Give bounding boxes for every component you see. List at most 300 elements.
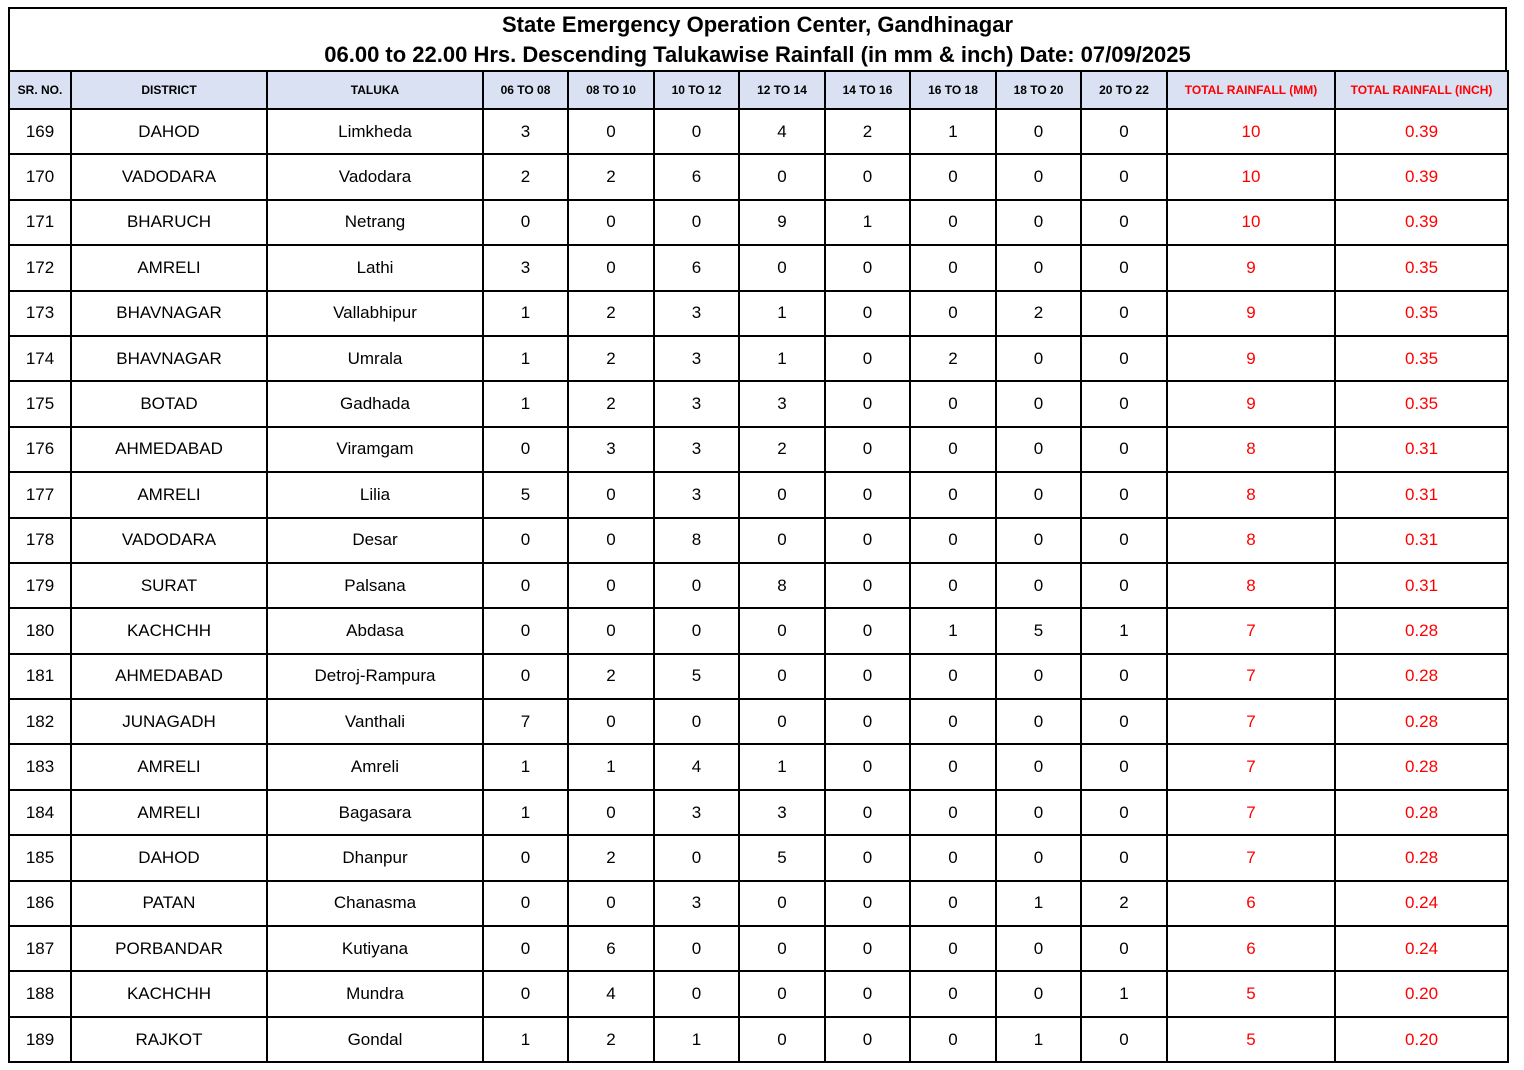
district-cell: AMRELI (71, 245, 267, 290)
slot-14-16-cell: 0 (825, 790, 910, 835)
total-inch-cell: 0.39 (1335, 109, 1508, 154)
district-cell: BHAVNAGAR (71, 291, 267, 336)
table-body (9, 109, 1508, 1062)
taluka-cell: Amreli (267, 744, 483, 789)
taluka-cell: Gondal (267, 1017, 483, 1062)
taluka-cell: Chanasma (267, 881, 483, 926)
slot-18-20-cell: 0 (996, 835, 1081, 880)
report-header (8, 7, 1507, 70)
taluka-cell: Abdasa (267, 608, 483, 653)
slot-06-08-cell: 0 (483, 608, 568, 653)
district-cell: BHAVNAGAR (71, 336, 267, 381)
slot-06-08-cell: 2 (483, 154, 568, 199)
rainfall-report (8, 7, 1507, 1063)
table-row (9, 336, 1508, 381)
slot-08-10-cell: 1 (568, 744, 654, 789)
slot-14-16-cell: 0 (825, 881, 910, 926)
slot-16-18-cell: 0 (910, 835, 996, 880)
slot-20-22-cell: 0 (1081, 518, 1167, 563)
district-cell: AMRELI (71, 790, 267, 835)
total-mm-cell: 9 (1167, 381, 1335, 426)
slot-16-18-cell: 2 (910, 336, 996, 381)
taluka-cell: Mundra (267, 971, 483, 1016)
total-inch-cell: 0.28 (1335, 790, 1508, 835)
slot-18-20-cell: 0 (996, 336, 1081, 381)
slot-12-14-cell: 5 (739, 835, 825, 880)
total-inch-cell: 0.31 (1335, 563, 1508, 608)
slot-10-12-cell: 3 (654, 427, 739, 472)
slot-12-14-cell: 3 (739, 790, 825, 835)
col-district: DISTRICT (71, 71, 267, 109)
slot-18-20-cell: 0 (996, 654, 1081, 699)
slot-16-18-cell: 1 (910, 109, 996, 154)
sr-no-cell: 170 (9, 154, 71, 199)
slot-12-14-cell: 8 (739, 563, 825, 608)
sr-no-cell: 184 (9, 790, 71, 835)
slot-12-14-cell: 0 (739, 472, 825, 517)
col-total-inch: TOTAL RAINFALL (INCH) (1335, 71, 1508, 109)
total-mm-cell: 8 (1167, 518, 1335, 563)
slot-08-10-cell: 0 (568, 109, 654, 154)
sr-no-cell: 174 (9, 336, 71, 381)
slot-16-18-cell: 0 (910, 744, 996, 789)
slot-10-12-cell: 0 (654, 608, 739, 653)
slot-20-22-cell: 0 (1081, 744, 1167, 789)
slot-06-08-cell: 0 (483, 835, 568, 880)
slot-20-22-cell: 0 (1081, 291, 1167, 336)
slot-12-14-cell: 0 (739, 654, 825, 699)
sr-no-cell: 182 (9, 699, 71, 744)
district-cell: DAHOD (71, 109, 267, 154)
slot-06-08-cell: 1 (483, 291, 568, 336)
slot-12-14-cell: 0 (739, 881, 825, 926)
district-cell: SURAT (71, 563, 267, 608)
slot-20-22-cell: 0 (1081, 427, 1167, 472)
total-inch-cell: 0.35 (1335, 291, 1508, 336)
slot-06-08-cell: 1 (483, 790, 568, 835)
table-row (9, 381, 1508, 426)
slot-20-22-cell: 2 (1081, 881, 1167, 926)
slot-06-08-cell: 1 (483, 1017, 568, 1062)
slot-20-22-cell: 0 (1081, 699, 1167, 744)
slot-14-16-cell: 0 (825, 245, 910, 290)
slot-08-10-cell: 6 (568, 926, 654, 971)
slot-18-20-cell: 1 (996, 1017, 1081, 1062)
slot-18-20-cell: 0 (996, 518, 1081, 563)
report-title: State Emergency Operation Center, Gandhinagar (501, 11, 1014, 37)
table-row (9, 971, 1508, 1016)
district-cell: AMRELI (71, 744, 267, 789)
slot-18-20-cell: 0 (996, 154, 1081, 199)
total-inch-cell: 0.39 (1335, 200, 1508, 245)
total-mm-cell: 9 (1167, 291, 1335, 336)
district-cell: AHMEDABAD (71, 427, 267, 472)
total-mm-cell: 5 (1167, 1017, 1335, 1062)
sr-no-cell: 185 (9, 835, 71, 880)
slot-08-10-cell: 0 (568, 699, 654, 744)
slot-18-20-cell: 0 (996, 200, 1081, 245)
table-row (9, 291, 1508, 336)
table-row (9, 654, 1508, 699)
table-row (9, 881, 1508, 926)
taluka-cell: Vadodara (267, 154, 483, 199)
slot-10-12-cell: 5 (654, 654, 739, 699)
slot-12-14-cell: 1 (739, 291, 825, 336)
slot-06-08-cell: 7 (483, 699, 568, 744)
col-12-to-14: 12 TO 14 (739, 71, 825, 109)
slot-12-14-cell: 1 (739, 744, 825, 789)
slot-18-20-cell: 2 (996, 291, 1081, 336)
taluka-cell: Detroj-Rampura (267, 654, 483, 699)
slot-18-20-cell: 0 (996, 472, 1081, 517)
slot-12-14-cell: 2 (739, 427, 825, 472)
sr-no-cell: 186 (9, 881, 71, 926)
table-row (9, 154, 1508, 199)
slot-16-18-cell: 0 (910, 291, 996, 336)
table-row (9, 790, 1508, 835)
district-cell: VADODARA (71, 154, 267, 199)
slot-12-14-cell: 0 (739, 699, 825, 744)
slot-06-08-cell: 1 (483, 381, 568, 426)
slot-06-08-cell: 0 (483, 518, 568, 563)
slot-12-14-cell: 0 (739, 518, 825, 563)
district-cell: VADODARA (71, 518, 267, 563)
slot-14-16-cell: 0 (825, 1017, 910, 1062)
slot-10-12-cell: 6 (654, 245, 739, 290)
total-inch-cell: 0.35 (1335, 381, 1508, 426)
sr-no-cell: 175 (9, 381, 71, 426)
slot-06-08-cell: 0 (483, 563, 568, 608)
slot-10-12-cell: 3 (654, 790, 739, 835)
rainfall-table (8, 70, 1509, 1063)
col-sr-no: SR. NO. (9, 71, 71, 109)
total-inch-cell: 0.24 (1335, 926, 1508, 971)
slot-14-16-cell: 0 (825, 654, 910, 699)
slot-18-20-cell: 0 (996, 563, 1081, 608)
district-cell: BOTAD (71, 381, 267, 426)
total-mm-cell: 10 (1167, 154, 1335, 199)
total-inch-cell: 0.24 (1335, 881, 1508, 926)
slot-10-12-cell: 3 (654, 381, 739, 426)
district-cell: JUNAGADH (71, 699, 267, 744)
slot-16-18-cell: 0 (910, 563, 996, 608)
header-row (9, 71, 1508, 109)
slot-08-10-cell: 3 (568, 427, 654, 472)
slot-14-16-cell: 0 (825, 154, 910, 199)
slot-18-20-cell: 0 (996, 381, 1081, 426)
taluka-cell: Umrala (267, 336, 483, 381)
col-14-to-16: 14 TO 16 (825, 71, 910, 109)
slot-16-18-cell: 0 (910, 699, 996, 744)
total-inch-cell: 0.35 (1335, 245, 1508, 290)
slot-16-18-cell: 0 (910, 654, 996, 699)
table-row (9, 200, 1508, 245)
slot-18-20-cell: 0 (996, 971, 1081, 1016)
slot-08-10-cell: 0 (568, 245, 654, 290)
taluka-cell: Viramgam (267, 427, 483, 472)
slot-16-18-cell: 0 (910, 1017, 996, 1062)
table-row (9, 109, 1508, 154)
slot-12-14-cell: 4 (739, 109, 825, 154)
district-cell: PORBANDAR (71, 926, 267, 971)
district-cell: KACHCHH (71, 608, 267, 653)
slot-14-16-cell: 0 (825, 744, 910, 789)
slot-16-18-cell: 0 (910, 518, 996, 563)
slot-08-10-cell: 2 (568, 336, 654, 381)
taluka-cell: Lathi (267, 245, 483, 290)
slot-10-12-cell: 3 (654, 472, 739, 517)
total-mm-cell: 7 (1167, 608, 1335, 653)
district-cell: DAHOD (71, 835, 267, 880)
slot-18-20-cell: 0 (996, 790, 1081, 835)
sr-no-cell: 172 (9, 245, 71, 290)
sr-no-cell: 177 (9, 472, 71, 517)
slot-08-10-cell: 4 (568, 971, 654, 1016)
total-mm-cell: 7 (1167, 699, 1335, 744)
col-18-to-20: 18 TO 20 (996, 71, 1081, 109)
slot-16-18-cell: 0 (910, 926, 996, 971)
slot-20-22-cell: 0 (1081, 1017, 1167, 1062)
col-06-to-08: 06 TO 08 (483, 71, 568, 109)
slot-16-18-cell: 0 (910, 154, 996, 199)
total-mm-cell: 6 (1167, 881, 1335, 926)
sr-no-cell: 187 (9, 926, 71, 971)
slot-14-16-cell: 0 (825, 291, 910, 336)
slot-12-14-cell: 1 (739, 336, 825, 381)
col-20-to-22: 20 TO 22 (1081, 71, 1167, 109)
slot-10-12-cell: 4 (654, 744, 739, 789)
slot-16-18-cell: 0 (910, 381, 996, 426)
total-mm-cell: 10 (1167, 200, 1335, 245)
slot-10-12-cell: 3 (654, 881, 739, 926)
slot-12-14-cell: 0 (739, 245, 825, 290)
sr-no-cell: 171 (9, 200, 71, 245)
slot-20-22-cell: 0 (1081, 926, 1167, 971)
slot-08-10-cell: 2 (568, 154, 654, 199)
slot-20-22-cell: 0 (1081, 563, 1167, 608)
slot-08-10-cell: 0 (568, 563, 654, 608)
slot-10-12-cell: 0 (654, 835, 739, 880)
slot-14-16-cell: 0 (825, 381, 910, 426)
slot-06-08-cell: 0 (483, 971, 568, 1016)
slot-18-20-cell: 0 (996, 699, 1081, 744)
slot-08-10-cell: 0 (568, 881, 654, 926)
slot-20-22-cell: 0 (1081, 381, 1167, 426)
col-10-to-12: 10 TO 12 (654, 71, 739, 109)
slot-16-18-cell: 0 (910, 245, 996, 290)
taluka-cell: Gadhada (267, 381, 483, 426)
district-cell: AMRELI (71, 472, 267, 517)
total-inch-cell: 0.31 (1335, 427, 1508, 472)
district-cell: PATAN (71, 881, 267, 926)
slot-14-16-cell: 0 (825, 563, 910, 608)
slot-20-22-cell: 0 (1081, 472, 1167, 517)
taluka-cell: Bagasara (267, 790, 483, 835)
slot-08-10-cell: 2 (568, 835, 654, 880)
total-mm-cell: 9 (1167, 336, 1335, 381)
slot-14-16-cell: 0 (825, 835, 910, 880)
slot-20-22-cell: 1 (1081, 608, 1167, 653)
slot-06-08-cell: 0 (483, 654, 568, 699)
slot-20-22-cell: 0 (1081, 200, 1167, 245)
slot-10-12-cell: 3 (654, 291, 739, 336)
table-row (9, 518, 1508, 563)
table-row (9, 699, 1508, 744)
slot-10-12-cell: 0 (654, 109, 739, 154)
slot-14-16-cell: 2 (825, 109, 910, 154)
total-mm-cell: 7 (1167, 744, 1335, 789)
total-inch-cell: 0.35 (1335, 336, 1508, 381)
sr-no-cell: 183 (9, 744, 71, 789)
slot-08-10-cell: 0 (568, 200, 654, 245)
slot-20-22-cell: 0 (1081, 245, 1167, 290)
table-row (9, 1017, 1508, 1062)
slot-08-10-cell: 2 (568, 381, 654, 426)
slot-12-14-cell: 0 (739, 154, 825, 199)
total-inch-cell: 0.28 (1335, 835, 1508, 880)
slot-20-22-cell: 0 (1081, 109, 1167, 154)
total-inch-cell: 0.28 (1335, 699, 1508, 744)
slot-12-14-cell: 0 (739, 926, 825, 971)
taluka-cell: Kutiyana (267, 926, 483, 971)
slot-06-08-cell: 3 (483, 245, 568, 290)
slot-16-18-cell: 0 (910, 881, 996, 926)
slot-10-12-cell: 6 (654, 154, 739, 199)
slot-10-12-cell: 0 (654, 699, 739, 744)
slot-18-20-cell: 0 (996, 245, 1081, 290)
slot-20-22-cell: 0 (1081, 654, 1167, 699)
table-row (9, 563, 1508, 608)
taluka-cell: Vanthali (267, 699, 483, 744)
slot-10-12-cell: 8 (654, 518, 739, 563)
slot-06-08-cell: 0 (483, 926, 568, 971)
taluka-cell: Palsana (267, 563, 483, 608)
taluka-cell: Vallabhipur (267, 291, 483, 336)
slot-20-22-cell: 1 (1081, 971, 1167, 1016)
taluka-cell: Desar (267, 518, 483, 563)
taluka-cell: Limkheda (267, 109, 483, 154)
slot-12-14-cell: 0 (739, 608, 825, 653)
slot-10-12-cell: 3 (654, 336, 739, 381)
slot-10-12-cell: 0 (654, 926, 739, 971)
total-mm-cell: 5 (1167, 971, 1335, 1016)
sr-no-cell: 188 (9, 971, 71, 1016)
slot-12-14-cell: 9 (739, 200, 825, 245)
district-cell: RAJKOT (71, 1017, 267, 1062)
total-mm-cell: 8 (1167, 427, 1335, 472)
district-cell: KACHCHH (71, 971, 267, 1016)
slot-14-16-cell: 0 (825, 518, 910, 563)
slot-16-18-cell: 0 (910, 200, 996, 245)
total-inch-cell: 0.28 (1335, 608, 1508, 653)
sr-no-cell: 179 (9, 563, 71, 608)
slot-18-20-cell: 0 (996, 427, 1081, 472)
total-mm-cell: 7 (1167, 835, 1335, 880)
slot-18-20-cell: 0 (996, 109, 1081, 154)
col-total-mm: TOTAL RAINFALL (MM) (1167, 71, 1335, 109)
total-inch-cell: 0.31 (1335, 518, 1508, 563)
total-inch-cell: 0.39 (1335, 154, 1508, 199)
slot-08-10-cell: 2 (568, 654, 654, 699)
slot-18-20-cell: 0 (996, 926, 1081, 971)
slot-14-16-cell: 0 (825, 336, 910, 381)
sr-no-cell: 169 (9, 109, 71, 154)
total-mm-cell: 8 (1167, 472, 1335, 517)
slot-20-22-cell: 0 (1081, 154, 1167, 199)
slot-06-08-cell: 1 (483, 744, 568, 789)
slot-14-16-cell: 0 (825, 427, 910, 472)
table-row (9, 245, 1508, 290)
slot-18-20-cell: 0 (996, 744, 1081, 789)
slot-18-20-cell: 1 (996, 881, 1081, 926)
slot-14-16-cell: 0 (825, 971, 910, 1016)
slot-16-18-cell: 0 (910, 427, 996, 472)
slot-14-16-cell: 0 (825, 699, 910, 744)
table-row (9, 427, 1508, 472)
slot-20-22-cell: 0 (1081, 790, 1167, 835)
slot-08-10-cell: 0 (568, 518, 654, 563)
slot-16-18-cell: 0 (910, 790, 996, 835)
table-row (9, 926, 1508, 971)
taluka-cell: Netrang (267, 200, 483, 245)
table-header (9, 71, 1508, 109)
total-inch-cell: 0.28 (1335, 654, 1508, 699)
slot-10-12-cell: 0 (654, 563, 739, 608)
slot-08-10-cell: 2 (568, 1017, 654, 1062)
table-row (9, 608, 1508, 653)
slot-08-10-cell: 0 (568, 790, 654, 835)
total-mm-cell: 10 (1167, 109, 1335, 154)
col-16-to-18: 16 TO 18 (910, 71, 996, 109)
slot-06-08-cell: 1 (483, 336, 568, 381)
slot-20-22-cell: 0 (1081, 336, 1167, 381)
slot-06-08-cell: 0 (483, 200, 568, 245)
slot-08-10-cell: 0 (568, 472, 654, 517)
slot-08-10-cell: 2 (568, 291, 654, 336)
sr-no-cell: 178 (9, 518, 71, 563)
total-inch-cell: 0.20 (1335, 971, 1508, 1016)
sr-no-cell: 173 (9, 291, 71, 336)
slot-06-08-cell: 5 (483, 472, 568, 517)
sr-no-cell: 189 (9, 1017, 71, 1062)
slot-10-12-cell: 1 (654, 1017, 739, 1062)
slot-06-08-cell: 3 (483, 109, 568, 154)
slot-14-16-cell: 0 (825, 472, 910, 517)
total-inch-cell: 0.20 (1335, 1017, 1508, 1062)
slot-18-20-cell: 5 (996, 608, 1081, 653)
slot-06-08-cell: 0 (483, 881, 568, 926)
slot-08-10-cell: 0 (568, 608, 654, 653)
col-08-to-10: 08 TO 10 (568, 71, 654, 109)
table-row (9, 835, 1508, 880)
slot-14-16-cell: 1 (825, 200, 910, 245)
sr-no-cell: 176 (9, 427, 71, 472)
district-cell: AHMEDABAD (71, 654, 267, 699)
sr-no-cell: 180 (9, 608, 71, 653)
total-mm-cell: 7 (1167, 790, 1335, 835)
slot-12-14-cell: 0 (739, 1017, 825, 1062)
total-mm-cell: 6 (1167, 926, 1335, 971)
slot-06-08-cell: 0 (483, 427, 568, 472)
slot-12-14-cell: 0 (739, 971, 825, 1016)
table-row (9, 744, 1508, 789)
slot-10-12-cell: 0 (654, 200, 739, 245)
slot-10-12-cell: 0 (654, 971, 739, 1016)
report-subtitle: 06.00 to 22.00 Hrs. Descending Talukawise Rainfall (in mm & inch) Date: 07/09/2025 (324, 41, 1191, 67)
total-mm-cell: 9 (1167, 245, 1335, 290)
district-cell: BHARUCH (71, 200, 267, 245)
slot-16-18-cell: 1 (910, 608, 996, 653)
